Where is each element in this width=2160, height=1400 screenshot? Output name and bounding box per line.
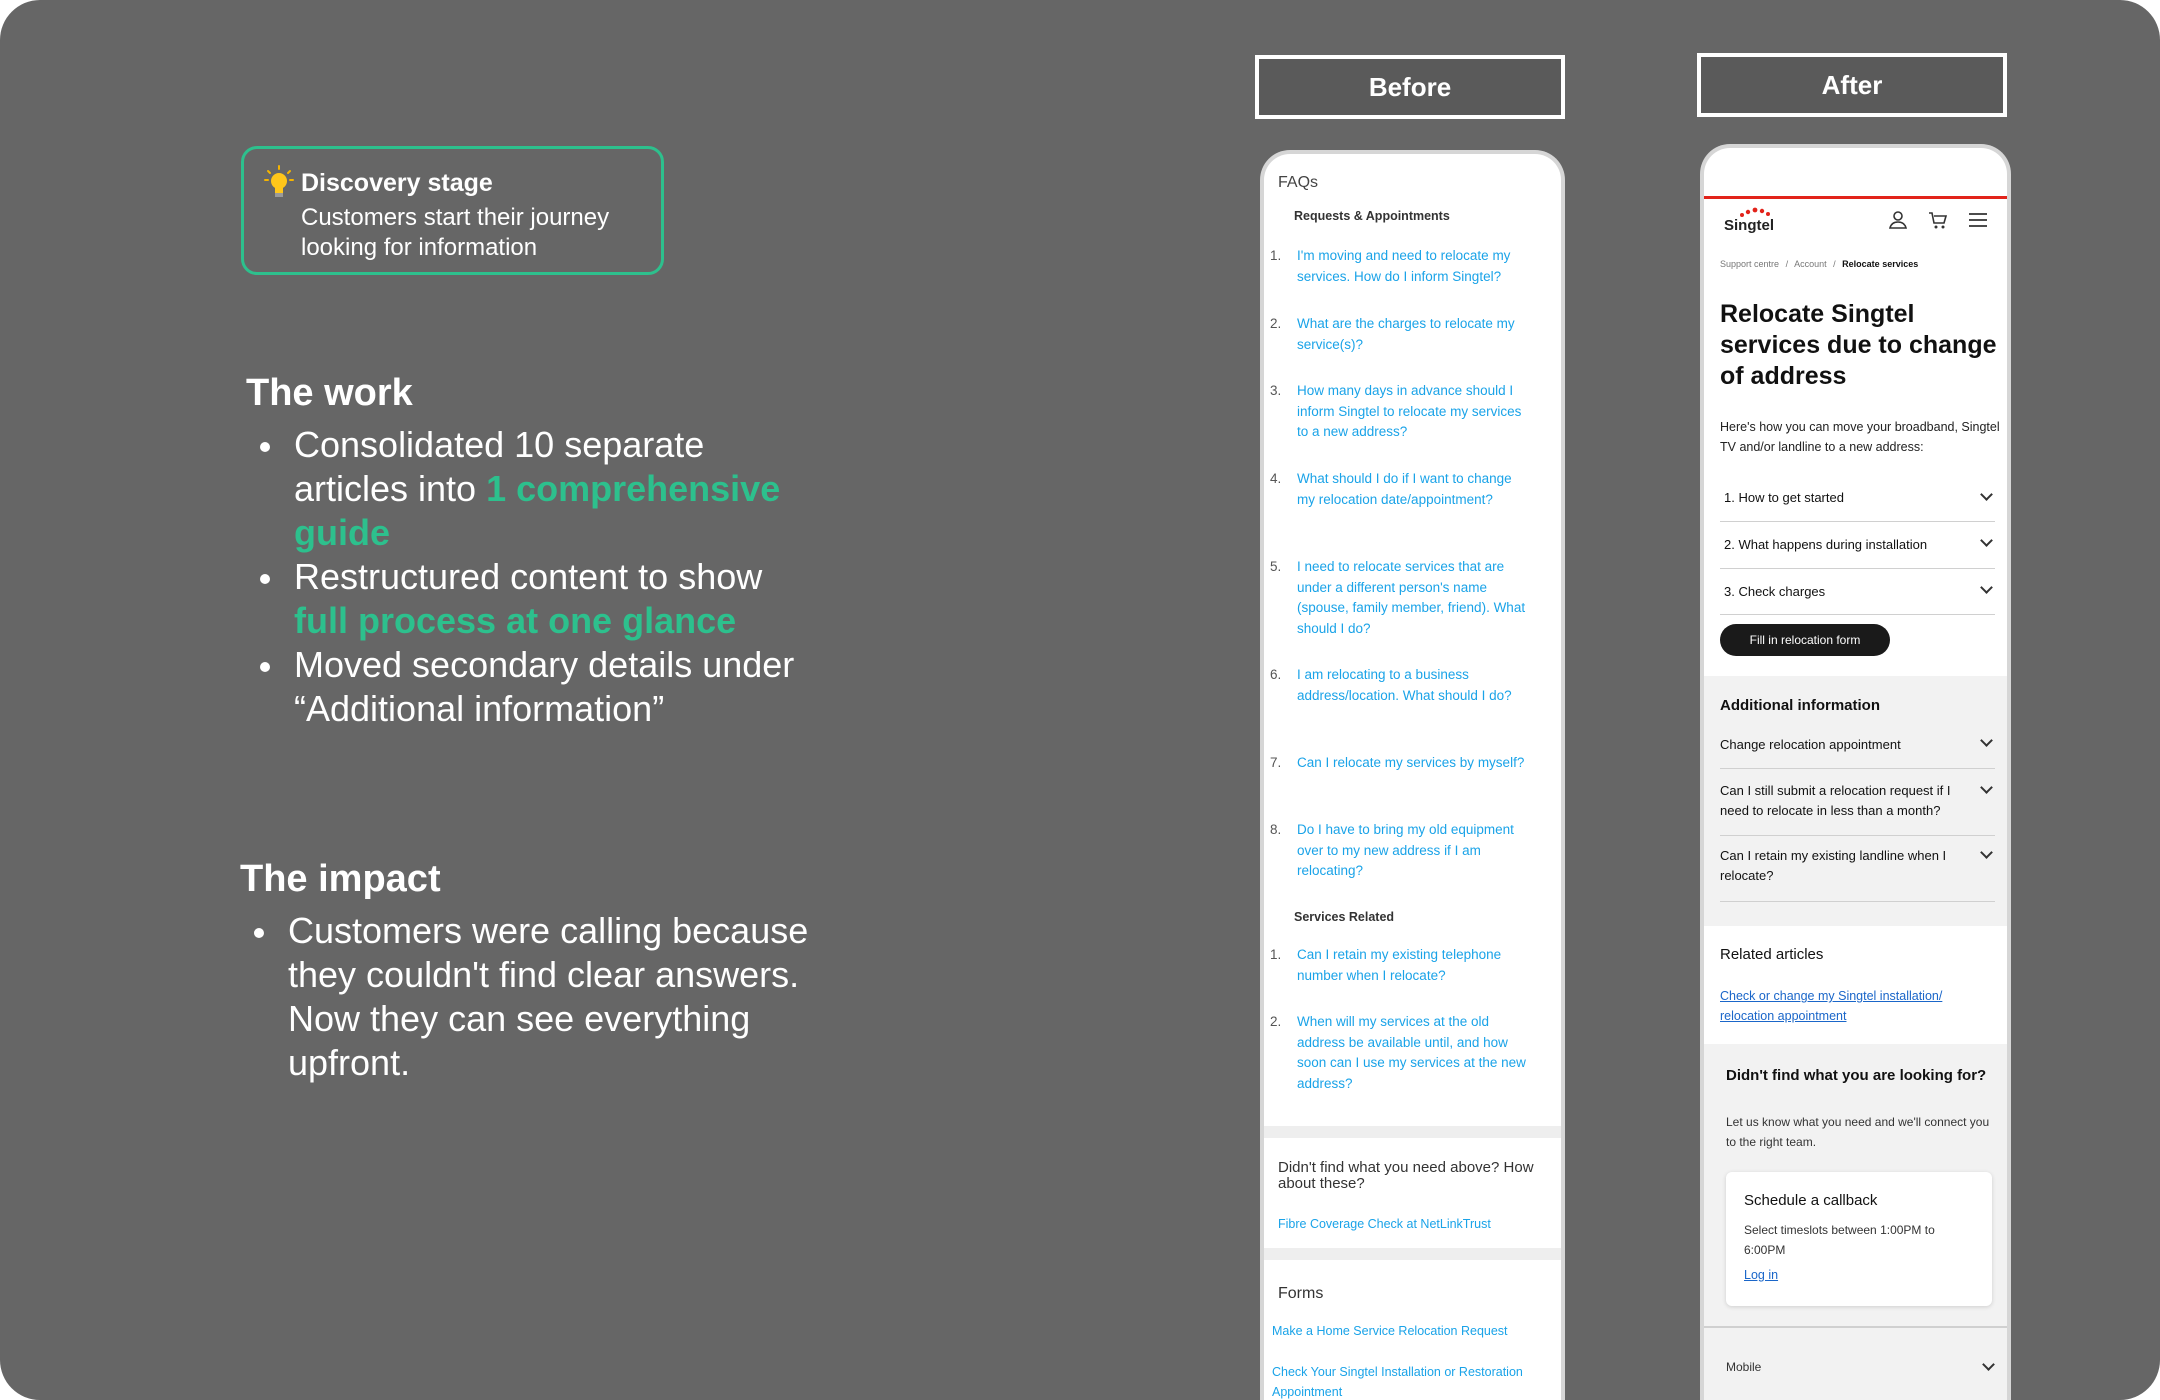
related-article-link[interactable]: Check or change my Singtel installation/ relocation appointment <box>1720 989 1943 1023</box>
faq-item[interactable] <box>1270 469 1529 510</box>
chevron-down-icon <box>1980 581 1993 594</box>
additional-accordion[interactable] <box>1720 836 1995 902</box>
faq-link[interactable]: Can I relocate my services by myself? <box>1297 755 1525 770</box>
faq-number: 2. <box>1270 1014 1282 1029</box>
faq-link[interactable]: I need to relocate services that are under a different person's name (spouse, family member, friend). What should I do? <box>1297 559 1526 636</box>
faq-number: 3. <box>1270 383 1282 398</box>
log-in-link[interactable]: Log in <box>1744 1268 1779 1282</box>
faq-number: 5. <box>1270 559 1282 574</box>
before-phone <box>1260 150 1565 1400</box>
work-item-2-highlight: full process at one glance <box>294 600 737 641</box>
faq-item[interactable] <box>1270 753 1529 774</box>
work-item-1-highlight: 1 comprehensive guide <box>294 468 781 553</box>
additional-label: Can I retain my existing landline when I relocate? <box>1720 848 1947 883</box>
faqs-title: FAQs <box>1278 174 1319 191</box>
fibre-coverage-link[interactable]: Fibre Coverage Check at NetLinkTrust <box>1278 1217 1491 1231</box>
impact-heading: The impact <box>240 858 441 900</box>
stage-title: Discovery stage <box>301 169 493 197</box>
work-item-2 <box>247 555 807 643</box>
faq-link[interactable]: I am relocating to a business address/location. What should I do? <box>1297 667 1512 703</box>
after-label: After <box>1697 53 2007 117</box>
breadcrumb <box>1720 259 1918 269</box>
breadcrumb-separator: / <box>1833 259 1836 269</box>
stage-description: Customers start their journey looking for information <box>301 204 610 261</box>
discovery-stage-card <box>241 146 664 275</box>
after-phone <box>1700 144 2011 1400</box>
intro-text: Here's how you can move your broadband, Singtel TV and/or landline to a new address: <box>1720 420 2000 454</box>
faq-number: 6. <box>1270 667 1282 682</box>
didnt-find-text: Didn't find what you need above? How about these? <box>1278 1159 1534 1192</box>
related-articles-title: Related articles <box>1720 946 1824 963</box>
step-label: 2. What happens during installation <box>1724 537 1928 552</box>
breadcrumb-separator: / <box>1785 259 1789 269</box>
cart-icon[interactable] <box>1928 210 1948 230</box>
breadcrumb-item[interactable]: Support centre <box>1720 259 1780 269</box>
chevron-down-icon <box>1982 1358 1995 1371</box>
impact-item-1-text: Customers were calling because they couldn't find clear answers. Now they can see everything upfront. <box>288 910 809 1083</box>
faq-link[interactable]: What are the charges to relocate my service(s)? <box>1297 316 1515 352</box>
chevron-down-icon <box>1980 781 1993 794</box>
callback-title: Schedule a callback <box>1744 1192 1878 1209</box>
additional-accordion[interactable] <box>1720 769 1995 836</box>
help-description: Let us know what you need and we'll connect you to the right team. <box>1726 1115 1990 1149</box>
faq-item[interactable] <box>1270 820 1529 882</box>
step-label: 1. How to get started <box>1724 490 1844 505</box>
divider <box>1704 1326 2007 1328</box>
divider <box>1264 1248 1561 1260</box>
chevron-down-icon <box>1980 488 1993 501</box>
faq-item[interactable] <box>1270 945 1529 986</box>
faq-link[interactable]: How many days in advance should I inform Singtel to relocate my services to a new address? <box>1297 383 1522 439</box>
form-link-installation[interactable]: Check Your Singtel Installation or Restoration Appointment <box>1272 1365 1523 1399</box>
work-item-1 <box>247 423 807 555</box>
singtel-logo[interactable] <box>1724 206 1784 236</box>
section-requests: Requests & Appointments <box>1294 209 1450 223</box>
chevron-down-icon <box>1980 846 1993 859</box>
faq-item[interactable] <box>1270 665 1529 706</box>
breadcrumb-item[interactable]: Account <box>1794 259 1827 269</box>
faq-number: 7. <box>1270 755 1282 770</box>
work-item-2-text: Restructured content to show <box>294 556 763 597</box>
step-label: 3. Check charges <box>1724 584 1826 599</box>
fill-relocation-form-button[interactable]: Fill in relocation form <box>1720 624 1890 656</box>
step-accordion[interactable] <box>1720 569 1995 615</box>
faq-number: 4. <box>1270 471 1282 486</box>
work-item-3-text: Moved secondary details under “Additional information” <box>294 644 795 729</box>
additional-accordion[interactable] <box>1720 724 1995 769</box>
faq-number: 2. <box>1270 316 1282 331</box>
chevron-down-icon <box>1980 534 1993 547</box>
work-item-1-text: Consolidated 10 separate articles into <box>294 424 705 509</box>
section-services: Services Related <box>1294 910 1395 924</box>
work-heading: The work <box>246 372 413 414</box>
additional-label: Change relocation appointment <box>1720 737 1901 752</box>
user-icon[interactable] <box>1888 210 1908 230</box>
faq-link[interactable]: Do I have to bring my old equipment over to my new address if I am relocating? <box>1297 822 1514 878</box>
faq-item[interactable] <box>1270 557 1529 639</box>
brand-name: Singtel <box>1724 217 1775 234</box>
faq-link[interactable]: What should I do if I want to change my relocation date/appointment? <box>1297 471 1512 507</box>
faq-item[interactable] <box>1270 381 1529 443</box>
step-accordion[interactable] <box>1720 476 1995 522</box>
breadcrumb-current: Relocate services <box>1842 259 1919 269</box>
form-link-relocation[interactable]: Make a Home Service Relocation Request <box>1272 1324 1508 1338</box>
faq-link[interactable]: I'm moving and need to relocate my services. How do I inform Singtel? <box>1297 248 1511 284</box>
before-label: Before <box>1255 55 1565 119</box>
faq-number: 1. <box>1270 947 1282 962</box>
faq-item[interactable] <box>1270 314 1529 355</box>
step-accordion[interactable] <box>1720 522 1995 569</box>
lightbulb-icon <box>264 165 294 199</box>
page-title: Relocate Singtel services due to change of address <box>1720 300 1997 390</box>
callback-description: Select timeslots between 1:00PM to 6:00PM <box>1744 1223 1935 1257</box>
additional-label: Can I still submit a relocation request if I need to relocate in less than a month? <box>1720 783 1951 818</box>
footer-accordion-mobile[interactable] <box>1722 1360 1997 1390</box>
work-list <box>247 423 807 731</box>
chevron-down-icon <box>1980 734 1993 747</box>
faq-number: 1. <box>1270 248 1282 263</box>
divider <box>1264 1126 1561 1138</box>
footer-item-label: Mobile <box>1726 1360 1762 1374</box>
work-item-3 <box>247 643 807 731</box>
faq-link[interactable]: When will my services at the old address be available until, and how soon can I use my services at the new address? <box>1297 1014 1526 1091</box>
brand-bar <box>1704 196 2007 199</box>
faq-item[interactable] <box>1270 246 1529 287</box>
additional-info-title: Additional information <box>1720 697 1880 714</box>
impact-item-1 <box>241 909 821 1085</box>
faq-link[interactable]: Can I retain my existing telephone number when I relocate? <box>1297 947 1502 983</box>
faq-item[interactable] <box>1270 1012 1529 1094</box>
faq-number: 8. <box>1270 822 1282 837</box>
help-title: Didn't find what you are looking for? <box>1726 1067 1987 1084</box>
menu-icon[interactable] <box>1968 212 1988 228</box>
callback-card <box>1726 1172 1992 1306</box>
forms-title: Forms <box>1278 1285 1324 1302</box>
impact-list <box>241 909 821 1085</box>
